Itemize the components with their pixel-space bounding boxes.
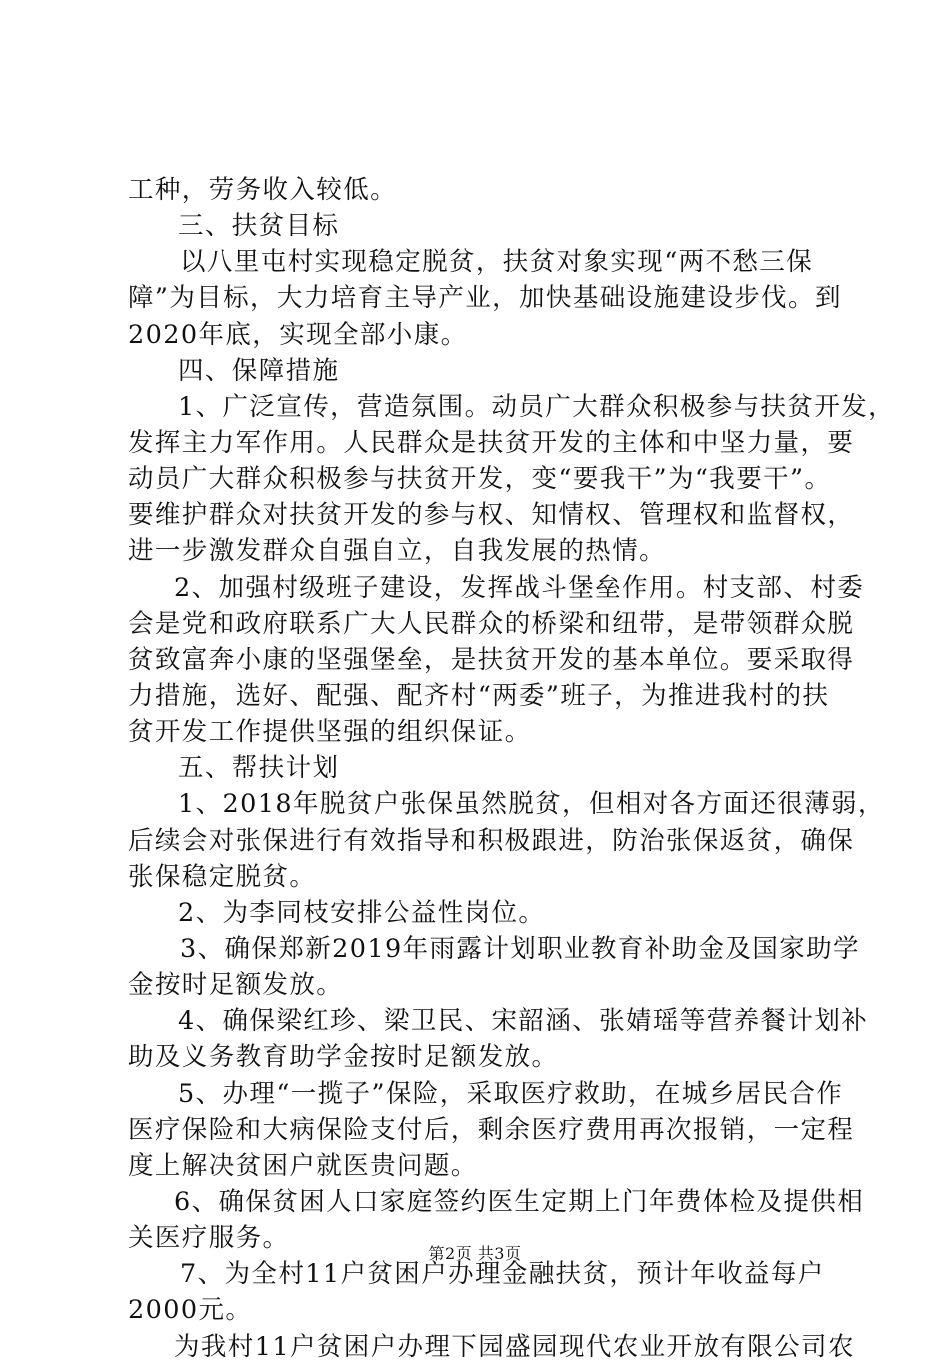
text-line: 7、为全村11户贫困户办理金融扶贫，预计年收益每户: [180, 1259, 825, 1290]
text-line: 1、广泛宣传，营造氛围。动员广大群众积极参与扶贫开发，: [178, 391, 896, 422]
text-line: 发挥主力军作用。人民群众是扶贫开发的主体和中坚力量，要: [128, 427, 855, 458]
text-line: 要维护群众对扶贫开发的参与权、知情权、管理权和监督权，: [128, 500, 855, 531]
text-line: 障”为目标，大力培育主导产业，加快基础设施建设步伐。到: [128, 283, 842, 314]
text-line: 张保稳定脱贫。: [128, 861, 317, 892]
text-line: 4、确保梁红珍、梁卫民、宋韶涵、张婧瑶等营养餐计划补: [178, 1006, 869, 1037]
text-line: 6、确保贫困人口家庭签约医生定期上门年费体检及提供相: [174, 1186, 865, 1217]
text-line: 2、为李同枝安排公益性岗位。: [178, 897, 546, 928]
text-line: 以八里屯村实现稳定脱贫，扶贫对象实现“两不愁三保: [180, 247, 814, 278]
text-line: 会是党和政府联系广大人民群众的桥梁和纽带，是带领群众脱: [128, 608, 855, 639]
text-line: 医疗保险和大病保险支付后，剩余医疗费用再次报销，一定程: [128, 1114, 855, 1145]
text-line: 进一步激发群众自强自立，自我发展的热情。: [128, 536, 667, 567]
text-line: 后续会对张保进行有效指导和积极跟进，防治张保返贫，确保: [128, 825, 855, 856]
text-line: 度上解决贫困户就医贵问题。: [128, 1150, 478, 1181]
text-line: 贫开发工作提供坚强的组织保证。: [128, 717, 532, 748]
text-line: 关医疗服务。: [128, 1223, 290, 1254]
section-heading: 三、扶贫目标: [178, 211, 340, 242]
text-line: 工种，劳务收入较低。: [128, 175, 398, 205]
text-line: 金按时足额发放。: [128, 970, 344, 1001]
text-line: 1、2018年脱贫户张保虽然脱贫，但相对各方面还很薄弱，: [178, 789, 885, 820]
text-line: 2、加强村级班子建设，发挥战斗堡垒作用。村支部、村委: [174, 572, 865, 603]
text-line: 为我村11户贫困户办理下园盛园现代农业开放有限公司农: [174, 1331, 855, 1362]
text-line: 2000元。: [128, 1295, 253, 1326]
text-line: 助及义务教育助学金按时足额发放。: [128, 1042, 559, 1073]
text-line: 贫致富奔小康的坚强堡垒，是扶贫开发的基本单位。要采取得: [128, 644, 855, 675]
text-line: 力措施，选好、配强、配齐村“两委”班子，为推进我村的扶: [128, 680, 830, 711]
section-heading: 四、保障措施: [178, 355, 340, 386]
text-line: 2020年底，实现全部小康。: [128, 319, 468, 350]
page-number-footer: 第2页 共3页: [428, 1244, 522, 1263]
section-heading: 五、帮扶计划: [178, 753, 340, 784]
text-line: 5、办理“一揽子”保险，采取医疗救助，在城乡居民合作: [178, 1078, 844, 1109]
body-text: [128, 172, 896, 1365]
text-line: 3、确保郑新2019年雨露计划职业教育补助金及国家助学: [180, 933, 860, 964]
text-line: 动员广大群众积极参与扶贫开发，变“要我干”为“我要干”。: [128, 464, 832, 495]
